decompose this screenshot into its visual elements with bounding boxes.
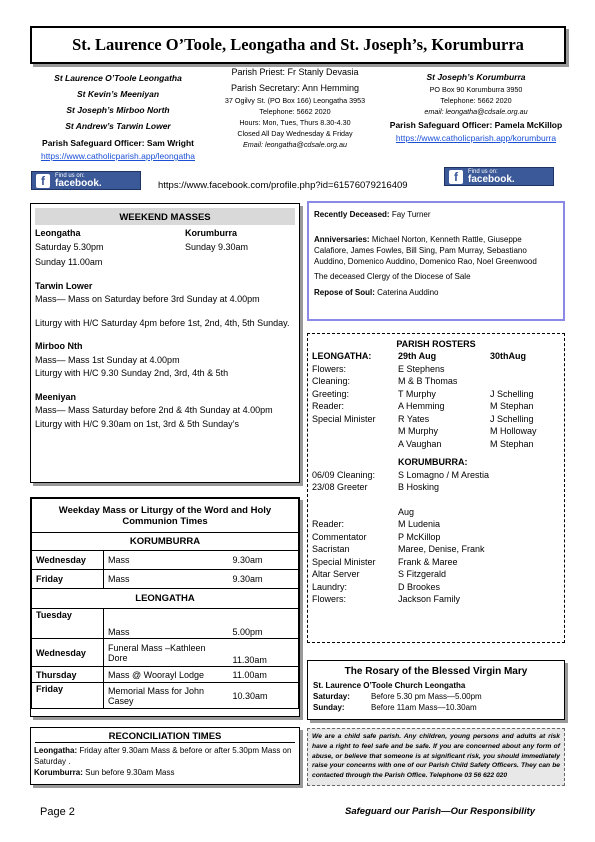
roster-cell: M Ludenia <box>398 519 441 529</box>
roster-row <box>312 388 560 401</box>
table-row: Friday Mass 9.30am <box>32 570 299 589</box>
roster-cell: M Murphy <box>398 426 439 436</box>
roster-row <box>312 518 560 531</box>
roster-row <box>312 363 560 376</box>
roster-cell: J Schelling <box>490 388 534 399</box>
anniversaries-label: Anniversaries: <box>314 235 370 244</box>
roster-row <box>312 593 560 606</box>
roster-row <box>312 506 560 519</box>
korumburra-section: KORUMBURRA <box>32 533 299 551</box>
parish-rosters-box <box>307 333 565 643</box>
roster-cell: M & B Thomas <box>398 376 458 386</box>
table-row: Wednesday Mass 9.30am <box>32 551 299 570</box>
rosary-heading: The Rosary of the Blessed Virgin Mary <box>344 666 528 677</box>
roster-cell: A Vaughan <box>398 438 442 449</box>
repose-label: Repose of Soul: <box>314 288 375 297</box>
title-banner <box>30 26 566 64</box>
korumburra-title: Korumburra <box>185 228 238 238</box>
roster-row <box>312 568 560 581</box>
roster-row <box>312 543 560 556</box>
weekend-masses-heading: WEEKEND MASSES <box>35 208 295 225</box>
roster-cell: S Lomagno / M Arestia <box>398 469 490 480</box>
roster-cell: Aug <box>398 506 415 517</box>
roster-cell: Flowers: <box>312 363 347 374</box>
footer-slogan: Safeguard our Parish—Our Responsibility <box>345 806 536 817</box>
tarwin-mass: Mass— Mass on Saturday before 3rd Sunday at 4.00pm <box>35 294 260 304</box>
child-safe-text: We are a child safe parish. Any children, young persons and adults at risk have a right to feel safe and be safe. If you are concerned about any form of abuse, or believe that someone is at significant risk, you should immediately raise your concerns with one of our Parish Child Safety Officers. They can be contacted through the Parish Office. Telephone 03 56 622 020 <box>312 733 560 780</box>
leongatha-title: Leongatha <box>35 228 81 238</box>
reconciliation-heading: RECONCILIATION TIMES <box>35 728 295 743</box>
recently-deceased: Fay Turner <box>391 210 431 219</box>
leongatha-saturday: Saturday 5.30pm <box>35 241 104 252</box>
parish-name: St Andrew’s Tarwin Lower <box>65 121 171 131</box>
roster-cell: S Fitzgerald <box>398 569 447 579</box>
mid-header <box>205 66 385 150</box>
roster-cell: J Schelling <box>490 413 534 424</box>
roster-cell: B Hosking <box>398 482 440 492</box>
roster-cell: P McKillop <box>398 531 441 542</box>
parish-secretary: Parish Secretary: Ann Hemming <box>230 83 360 93</box>
saturday-rosary: Before 5.30 pm Mass—5.00pm <box>371 692 482 701</box>
roster-cell: Altar Server <box>312 569 360 579</box>
roster-row <box>312 438 560 451</box>
email: email: leongatha@cdsale.org.au <box>424 107 528 116</box>
roster-row <box>312 531 560 544</box>
page-title: St. Laurence O’Toole, Leongatha and St. Joseph’s, Korumburra <box>72 35 524 54</box>
roster-cell: Jackson Family <box>398 594 461 604</box>
roster-cell: M Stephan <box>490 438 534 449</box>
roster-cell: M Holloway <box>490 426 537 436</box>
roster-row <box>312 413 560 426</box>
weekday-mass-table <box>31 498 299 709</box>
tarwin-title: Tarwin Lower <box>35 280 93 291</box>
church-name: St Joseph’s Korumburra <box>426 72 526 82</box>
address: 37 Ogilvy St. (PO Box 166) Leongatha 3953 <box>224 96 366 105</box>
meeniyan-liturgy: Liturgy with H/C 9.30am on 1st, 3rd & 5th Sunday’s <box>35 418 239 429</box>
rosary-church: St. Laurence O’Toole Church Leongatha <box>313 681 466 690</box>
mirboo-title: Mirboo Nth <box>35 341 83 351</box>
weekday-heading: Weekday Mass or Liturgy of the Word and Holy Communion Times <box>32 499 299 533</box>
table-row: Friday Memorial Mass for John Casey 10.30am <box>32 683 299 709</box>
phone: Telephone: 5662 2020 <box>259 107 331 116</box>
korumburra-roster-head: KORUMBURRA: <box>398 457 468 467</box>
deceased-clergy: The deceased Clergy of the Diocese of Sale <box>314 272 471 281</box>
roster-cell: 06/09 Cleaning: <box>312 469 376 480</box>
office-hours: Hours: Mon, Tues, Thurs 8.30-4.30 <box>239 118 351 127</box>
korumburra-label: Korumburra: <box>34 768 83 777</box>
sunday-label: Sunday: <box>313 703 345 712</box>
roster-cell: Greeting: <box>312 388 350 399</box>
roster-cell <box>312 425 398 438</box>
parish-name: St Joseph’s Mirboo North <box>66 105 170 115</box>
roster-cell: Special Minister <box>312 413 376 424</box>
facebook-icon: f <box>449 170 463 184</box>
roster-row <box>312 400 560 413</box>
leongatha-reconciliation: Friday after 9.30am Mass & before or after 5.30pm Mass on Saturday . <box>34 746 292 766</box>
anniversaries: Michael Norton, Kenneth Rattle, Giuseppe Calafiore, James Fowles, Bill Sing, Pam Murray, Sebastiano Auddino, Domenico Auddino, Domenico Rao, Noel Greenwood <box>314 235 537 266</box>
leongatha-label: Leongatha: <box>34 746 78 755</box>
facebook-button[interactable]: f Find us on: facebook. <box>444 167 554 186</box>
facebook-button[interactable]: f Find us on: facebook. <box>31 171 141 190</box>
roster-cell: Reader: <box>312 519 345 529</box>
parish-name: St Laurence O’Toole Leongatha <box>54 73 182 83</box>
saturday-label: Saturday: <box>313 692 350 701</box>
po-box: PO Box 90 Korumburra 3950 <box>429 85 523 94</box>
safeguard-officer: Parish Safeguard Officer: Pamela McKillop <box>389 120 563 130</box>
parish-priest: Parish Priest: Fr Stanly Devasia <box>231 67 359 77</box>
leongatha-sunday: Sunday 11.00am <box>35 257 103 267</box>
roster-cell: Sacristan <box>312 544 350 554</box>
repose-of-soul: Caterina Auddino <box>377 288 439 297</box>
korumburra-sunday: Sunday 9.30am <box>185 241 249 252</box>
roster-cell: Maree, Denise, Frank <box>398 544 485 554</box>
roster-cell <box>312 438 398 451</box>
roster-cell: D Brookes <box>398 581 441 592</box>
reconciliation-box <box>30 727 300 785</box>
roster-cell: 23/08 Greeter <box>312 482 368 492</box>
weekday-mass-box <box>30 497 300 717</box>
phone: Telephone: 5662 2020 <box>440 96 512 105</box>
meeniyan-mass: Mass— Mass Saturday before 2nd & 4th Sunday at 4.00pm <box>35 405 273 415</box>
mirboo-mass: Mass— Mass 1st Sunday at 4.00pm <box>35 354 180 365</box>
roster-cell: Special Minister <box>312 556 376 567</box>
facebook-url[interactable]: https://www.facebook.com/profile.php?id=61576079216409 <box>158 180 408 191</box>
roster-cell: R Yates <box>398 413 430 424</box>
rosters-heading: PARISH ROSTERS <box>396 339 476 349</box>
roster-cell: Flowers: <box>312 594 347 604</box>
korumburra-link[interactable]: https://www.catholicparish.app/korumburra <box>395 133 557 143</box>
closed-days: Closed All Day Wednesday & Friday <box>237 129 353 138</box>
roster-cell: Laundry: <box>312 581 348 592</box>
roster-cell: A Hemming <box>398 401 445 411</box>
mirboo-liturgy: Liturgy with H/C 9.30 Sunday 2nd, 3rd, 4th & 5th <box>35 368 229 378</box>
page-number: Page 2 <box>40 806 75 818</box>
roster-row <box>312 469 560 482</box>
leongatha-link[interactable]: https://www.catholicparish.app/leongatha <box>40 151 196 161</box>
roster-cell <box>312 494 398 506</box>
roster-row <box>312 494 560 506</box>
rosary-box <box>307 660 565 720</box>
weekend-masses-box <box>30 203 300 483</box>
roster-row <box>312 581 560 594</box>
notices-box <box>307 201 565 321</box>
roster-cell <box>312 506 398 519</box>
roster-row <box>312 556 560 569</box>
tarwin-liturgy: Liturgy with H/C Saturday 4pm before 1st, 2nd, 4th, 5th Sunday. <box>35 317 290 328</box>
table-row: Wednesday Funeral Mass –Kathleen Dore 11.30am <box>32 639 299 667</box>
roster-cell: Frank & Maree <box>398 556 458 567</box>
facebook-icon: f <box>36 174 50 188</box>
roster-cell: T Murphy <box>398 388 436 399</box>
table-row: Tuesday Mass 5.00pm <box>32 609 299 639</box>
roster-row <box>312 481 560 494</box>
roster-cell: Commentator <box>312 531 367 542</box>
roster-cell: E Stephens <box>398 363 445 374</box>
email: Email: leongatha@cdsale.org.au <box>243 140 347 149</box>
safeguard-officer: Parish Safeguard Officer: Sam Wright <box>42 138 194 148</box>
table-row: Thursday Mass @ Woorayl Lodge 11.00am <box>32 667 299 683</box>
roster-cell: Reader: <box>312 401 345 411</box>
left-header <box>28 70 208 161</box>
right-header <box>376 70 576 143</box>
korumburra-reconciliation: Sun before 9.30am Mass <box>85 768 175 777</box>
leongatha-section: LEONGATHA <box>32 589 299 609</box>
meeniyan-title: Meeniyan <box>35 391 77 402</box>
parish-name: St Kevin’s Meeniyan <box>76 89 160 99</box>
child-safe-notice <box>307 728 565 786</box>
roster-row <box>312 375 560 388</box>
leongatha-roster-head: LEONGATHA: 29th Aug 30thAug <box>312 351 526 361</box>
sunday-rosary: Before 11am Mass—10.30am <box>371 703 477 712</box>
roster-row <box>312 425 560 438</box>
roster-cell: Cleaning: <box>312 376 351 386</box>
recently-deceased-label: Recently Deceased: <box>314 210 390 219</box>
roster-cell: M Stephan <box>490 401 534 411</box>
